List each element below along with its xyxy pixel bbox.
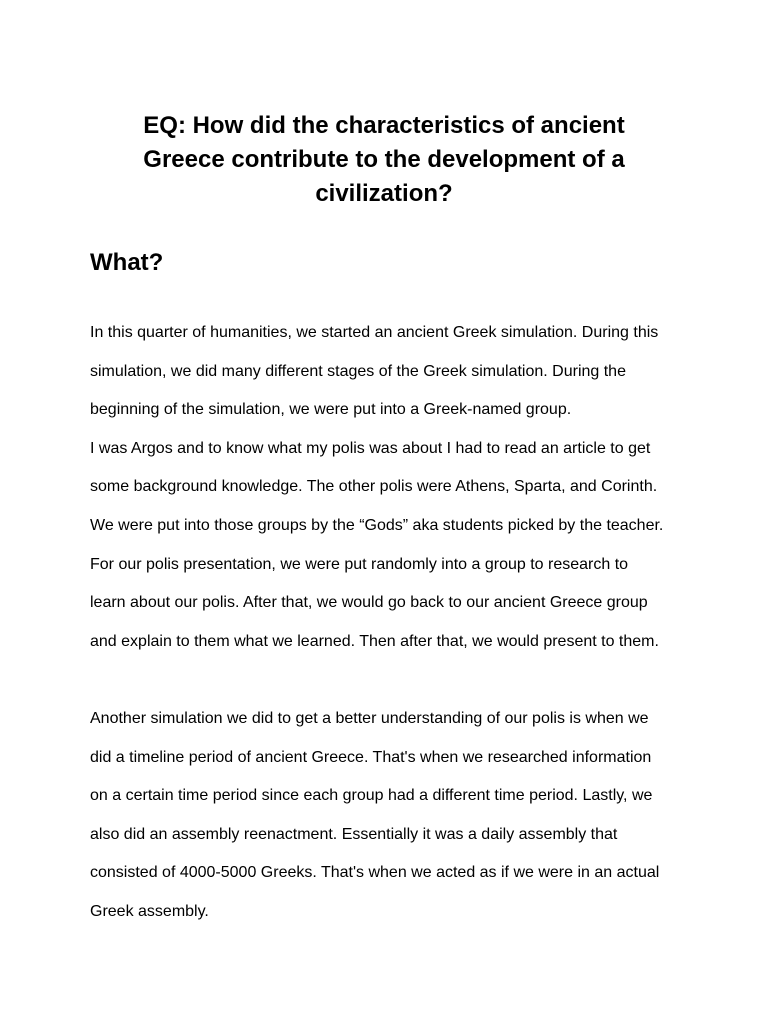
paragraph-line: simulation, we did many different stages of the Greek simulation. During the [90,362,626,380]
paragraph-line: and explain to them what we learned. Then after that, we would present to them. [90,632,659,650]
paragraph-line: For our polis presentation, we were put randomly into a group to research to [90,555,629,573]
paragraph-line: did a timeline period of ancient Greece. That's when we researched information [90,748,652,766]
paragraph-line: Greek assembly. [90,902,209,920]
section-heading: What? [90,249,164,276]
paragraph-line: We were put into those groups by the “Gods” aka students picked by the teacher. [90,516,664,534]
paragraph-1 [90,323,690,670]
paragraph-line: I was Argos and to know what my polis was about I had to read an article to get [90,439,651,457]
paragraph-line: on a certain time period since each group had a different time period. Lastly, we [90,787,653,805]
paragraph-2 [90,709,690,941]
paragraph-line: consisted of 4000-5000 Greeks. That's when we acted as if we were in an actual [90,864,660,882]
paragraph-line: beginning of the simulation, we were put into a Greek-named group. [90,401,572,419]
paragraph-line: learn about our polis. After that, we would go back to our ancient Greece group [90,594,648,612]
title-line: Greece contribute to the development of a [143,146,625,173]
paragraph-line: Another simulation we did to get a better understanding of our polis is when we [90,710,649,727]
paragraph-line: In this quarter of humanities, we started an ancient Greek simulation. During this [90,324,659,341]
paragraph-line: also did an assembly reenactment. Essentially it was a daily assembly that [90,825,618,843]
document-title [90,109,678,211]
paragraph-line: some background knowledge. The other polis were Athens, Sparta, and Corinth. [90,478,658,496]
title-line: EQ: How did the characteristics of ancient [143,112,625,139]
title-line: civilization? [315,180,453,207]
